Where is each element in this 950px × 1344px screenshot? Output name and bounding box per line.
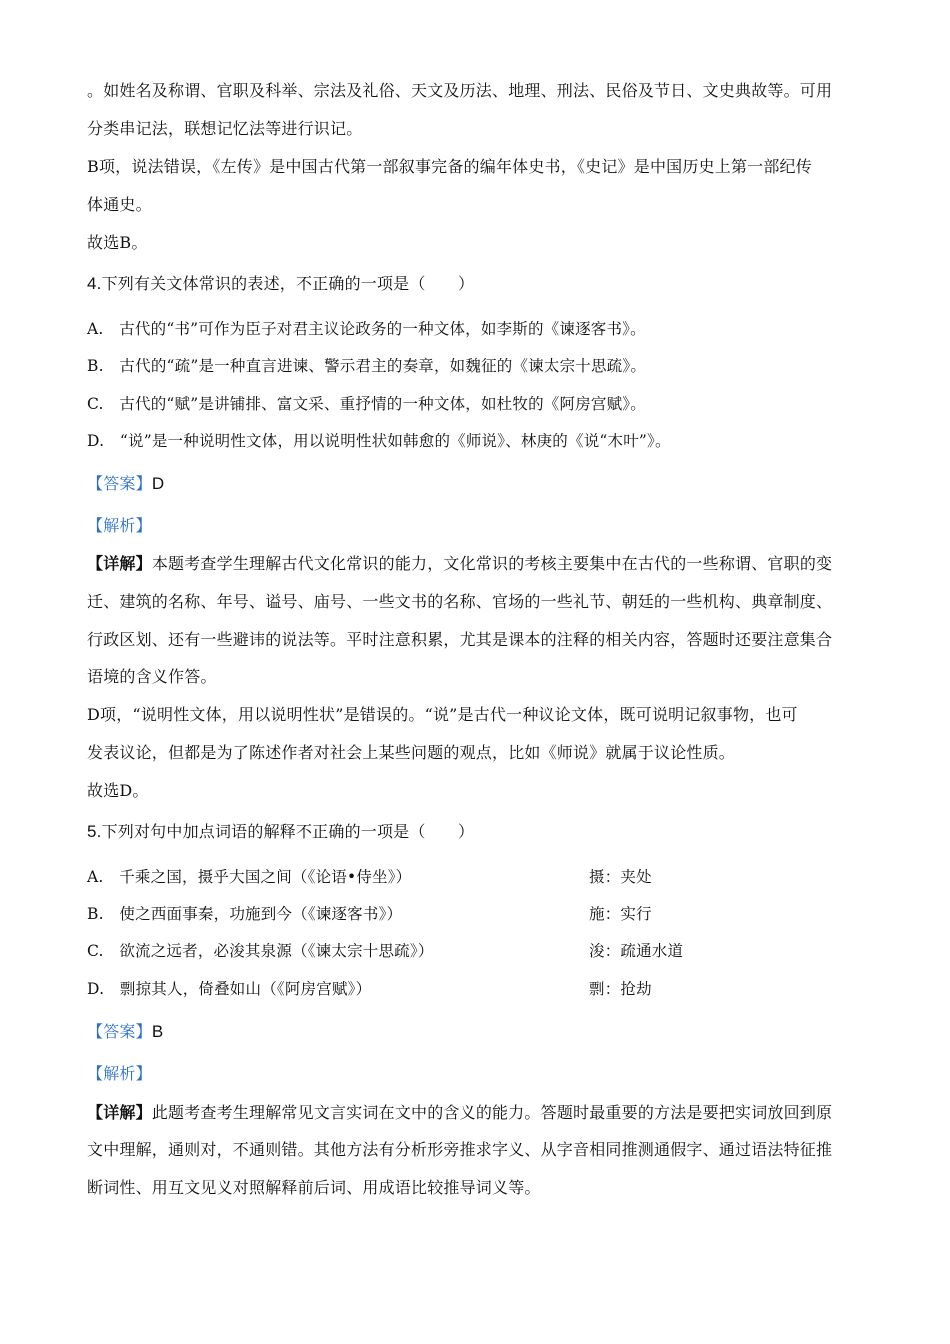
q4-choose: 故选D。 (87, 781, 149, 800)
intro-b-line-1: B项，说法错误，《左传》是中国古代第一部叙事完备的编年体史书，《史记》是中国历史上第一部纪传 (87, 157, 812, 176)
q5-option-a: A. 千乘之国，摄乎大国之间（《论语•侍坐》） (87, 868, 412, 886)
q5-detail-label: 【详解】 (87, 1103, 152, 1122)
q4-title (87, 273, 474, 295)
intro-b-line-2: 体通史。 (87, 195, 152, 214)
q4-stem: 下列有关文体常识的表述，不正确的一项是（ ） (101, 274, 475, 293)
q5-option-c: C. 欲流之远者，必浚其泉源（《谏太宗十思疏》） (87, 942, 434, 960)
q4-answer-value: D (151, 474, 165, 493)
q5-detail-line-3: 断词性、用互文见义对照解释前后词、用成语比较推导词义等。 (87, 1178, 541, 1197)
q5-answer (87, 1021, 163, 1044)
q5-title (87, 821, 474, 843)
q4-detail-line-3: 行政区划、还有一些避讳的说法等。平时注意积累，尤其是课本的注释的相关内容，答题时还要注意集合 (87, 630, 833, 649)
q4-analysis-label: 【解析】 (87, 518, 152, 535)
q5-option-b: B. 使之西面事秦，功施到今（《谏逐客书》） (87, 905, 403, 923)
q5-analysis-label: 【解析】 (87, 1066, 152, 1083)
q4-option-c: C. 古代的“赋”是讲铺排、富文采、重抒情的一种文体，如杜牧的《阿房宫赋》。 (87, 395, 646, 413)
q4-option-a: A. 古代的“书”可作为臣子对君主议论政务的一种文体，如李斯的《谏逐客书》。 (87, 320, 646, 338)
q4-detail-line-2: 迁、建筑的名称、年号、谥号、庙号、一些文书的名称、官场的一些礼节、朝廷的一些机构、典章制度、 (87, 592, 833, 611)
q5-answer-value: B (151, 1022, 164, 1041)
q4-d-line-2: 发表议论，但都是为了陈述作者对社会上某些问题的观点，比如《师说》就属于议论性质。 (87, 743, 736, 762)
q5-detail-text-1: 此题考查考生理解常见文言实词在文中的含义的能力。答题时最重要的方法是要把实词放回到原 (151, 1103, 833, 1122)
intro-line-1: 。如姓名及称谓、官职及科举、宗法及礼俗、天文及历法、地理、刑法、民俗及节日、文史典故等。可用 (87, 81, 833, 100)
q5-option-a-gloss: 摄：夹处 (589, 868, 652, 886)
q5-stem: 下列对句中加点词语的解释不正确的一项是（ ） (101, 822, 475, 841)
q4-detail-text-1: 本题考查学生理解古代文化常识的能力，文化常识的考核主要集中在古代的一些称谓、官职的变 (151, 554, 833, 573)
q5-option-b-gloss: 施：实行 (589, 905, 652, 923)
intro-line-2: 分类串记法，联想记忆法等进行识记。 (87, 119, 363, 138)
q4-answer-label: 【答案】 (87, 476, 152, 493)
q4-detail-line-4: 语境的含义作答。 (87, 667, 217, 686)
q4-d-line-1: D项，“说明性文体，用以说明性状”是错误的。“说”是古代一种议论文体，既可说明记叙事物，也可 (87, 705, 798, 724)
q5-detail-line-1 (87, 1102, 832, 1124)
intro-choose: 故选B。 (87, 233, 148, 252)
q4-option-d: D. “说”是一种说明性文体，用以说明性状如韩愈的《师说》、林庚的《说“木叶”》。 (87, 432, 671, 450)
q5-option-c-gloss: 浚：疏通水道 (589, 942, 684, 960)
q4-option-b: B. 古代的“疏”是一种直言进谏、警示君主的奏章，如魏征的《谏太宗十思疏》。 (87, 357, 647, 375)
q4-detail-line-1 (87, 553, 832, 575)
q5-answer-label: 【答案】 (87, 1024, 152, 1041)
q4-answer (87, 473, 164, 496)
q5-number: 5. (87, 822, 102, 841)
q5-option-d: D. 剽掠其人，倚叠如山（《阿房宫赋》） (87, 980, 372, 998)
q4-detail-label: 【详解】 (87, 554, 152, 573)
q5-detail-line-2: 文中理解，通则对，不通则错。其他方法有分析形旁推求字义、从字音相同推测通假字、通过语法特征推 (87, 1140, 833, 1159)
q5-option-d-gloss: 剽：抢劫 (589, 980, 652, 998)
q4-number: 4. (87, 274, 102, 293)
